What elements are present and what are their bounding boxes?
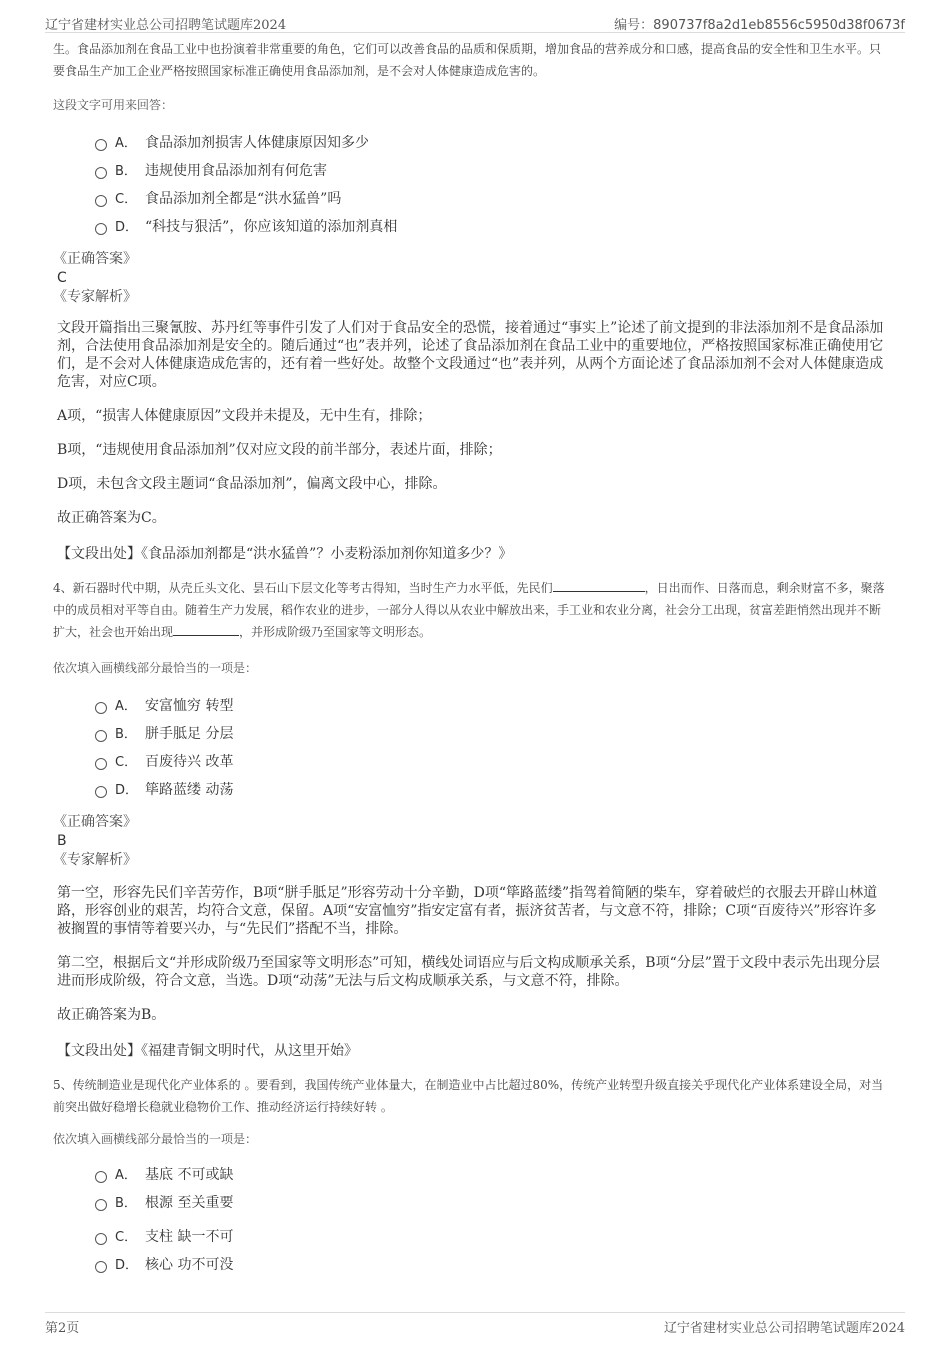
page-footer bbox=[45, 1312, 905, 1337]
analysis-paragraph: D项，未包含文段主题词“食品添加剂”，偏离文段中心，排除。 bbox=[57, 476, 447, 492]
analysis-paragraph: 文段开篇指出三聚氰胺、苏丹红等事件引发了人们对于食品安全的恐慌，接着通过“事实上”论述了前文提到的非法添加剂不是食品添加剂，合法使用食品添加剂是安全的。随后通过“也”表并列，论述了食品添加剂在食品工业中的重要地位，严格按照国家标准正确使用它们，是不会对人体健康造成危害的，还有着一些好处。故整个文段通过“也”表并列，从两个方面论述了食品添加剂不会对人体健康造成危害，对应C项。 bbox=[57, 320, 884, 390]
q4-analysis bbox=[57, 884, 889, 1024]
q4-source: 【文段出处】《福建青铜文明时代，从这里开始》 bbox=[57, 1043, 358, 1059]
q5-option-b[interactable]: B． 根源 至关重要 bbox=[95, 1189, 889, 1217]
radio-icon[interactable] bbox=[95, 167, 107, 179]
analysis-paragraph: 第一空，形容先民们辛苦劳作，B项“胼手胝足”形容劳动十分辛勤，D项“筚路蓝缕”指驾着简陋的柴车，穿着破烂的衣服去开辟山林道路，形容创业的艰苦，均符合文意，保留。A项“安富恤穷”指安定富有者，振济贫苦者，与文意不符，排除；C项“百废待兴”形容许多被搁置的事情等着要兴办，与“先民们”搭配不当，排除。 bbox=[57, 885, 878, 937]
q5-option-a[interactable]: A． 基底 不可或缺 bbox=[95, 1161, 889, 1189]
analysis-paragraph: 故正确答案为C。 bbox=[57, 510, 166, 526]
q3-passage-tail: 生。食品添加剂在食品工业中也扮演着非常重要的角色，它们可以改善食品的品质和保质期，增加食品的营养成分和口感，提高食品的安全性和卫生水平。只要食品生产加工企业严格按照国家标准正确使用食品添加剂，是不会对人体健康造成危害的。 bbox=[53, 42, 882, 78]
q5-option-d[interactable]: D． 核心 功不可没 bbox=[95, 1251, 889, 1279]
radio-icon[interactable] bbox=[95, 195, 107, 207]
blank-2 bbox=[173, 623, 239, 636]
analysis-paragraph: 第二空，根据后文“并形成阶级乃至国家等文明形态”可知，横线处词语应与后文构成顺承关系，B项“分层”置于文段中表示先出现分层进而形成阶级，符合文意，当选。D项“动荡”无法与后文构成顺承关系，与文意不符，排除。 bbox=[57, 955, 880, 989]
blank-1 bbox=[553, 579, 645, 592]
q3-option-d[interactable]: D． “科技与狠活”，你应该知道的添加剂真相 bbox=[95, 213, 889, 241]
radio-icon[interactable] bbox=[95, 1233, 107, 1245]
q4-answer-label: 《正确答案》 bbox=[53, 814, 137, 830]
q5-prompt: 依次填入画横线部分最恰当的一项是： bbox=[53, 1132, 258, 1146]
q4-option-c[interactable]: C． 百废待兴 改革 bbox=[95, 748, 889, 776]
header-code-value: 890737f8a2d1eb8556c5950d38f0673f bbox=[653, 18, 905, 33]
q3-analysis-label: 《专家解析》 bbox=[53, 289, 137, 305]
q4-option-b[interactable]: B． 胼手胝足 分层 bbox=[95, 720, 889, 748]
radio-icon[interactable] bbox=[95, 702, 107, 714]
q3-analysis bbox=[57, 319, 889, 527]
q3-prompt: 这段文字可用来回答： bbox=[53, 98, 174, 112]
header-title: 辽宁省建材实业总公司招聘笔试题库2024 bbox=[45, 18, 287, 33]
q4-analysis-label: 《专家解析》 bbox=[53, 852, 137, 868]
radio-icon[interactable] bbox=[95, 223, 107, 235]
q4-stem: 4、新石器时代中期，从壳丘头文化、昙石山下层文化等考古得知，当时生产力水平低，先民们 ，日出而作、日落而息，剩余财富不多，聚落中的成员相对平等自由。随着生产力发展，稻作农业的进步，一部分人得以从农业中解放出来，手工业和农业分离，社会分工出现，贫富差距悄然出现并不断扩大，社会也开始出现 ，并形成阶级乃至国家等文明形态。 bbox=[53, 581, 885, 639]
analysis-paragraph: 故正确答案为B。 bbox=[57, 1007, 166, 1023]
footer-title: 辽宁省建材实业总公司招聘笔试题库2024 bbox=[663, 1321, 905, 1336]
header-code bbox=[614, 14, 905, 33]
radio-icon[interactable] bbox=[95, 1199, 107, 1211]
q5-stem: 5、传统制造业是现代化产业体系的 。要看到，我国传统产业体量大，在制造业中占比超过80%，传统产业转型升级直接关乎现代化产业体系建设全局，对当前突出做好稳增长稳就业稳物价工作、推动经济运行持续好转 。 bbox=[53, 1078, 884, 1114]
page-header bbox=[45, 10, 905, 33]
q4-prompt: 依次填入画横线部分最恰当的一项是： bbox=[53, 661, 258, 675]
q3-answer: C bbox=[57, 270, 67, 286]
header-code-label: 编号： bbox=[614, 18, 654, 33]
analysis-paragraph: B项，“违规使用食品添加剂”仅对应文段的前半部分，表述片面，排除； bbox=[57, 442, 502, 458]
radio-icon[interactable] bbox=[95, 786, 107, 798]
radio-icon[interactable] bbox=[95, 1261, 107, 1273]
page-number: 第2页 bbox=[45, 1321, 80, 1336]
radio-icon[interactable] bbox=[95, 139, 107, 151]
q4-answer: B bbox=[57, 833, 67, 849]
radio-icon[interactable] bbox=[95, 730, 107, 742]
q3-option-b[interactable]: B． 违规使用食品添加剂有何危害 bbox=[95, 157, 889, 185]
q3-option-a[interactable]: A． 食品添加剂损害人体健康原因知多少 bbox=[95, 129, 889, 157]
radio-icon[interactable] bbox=[95, 758, 107, 770]
analysis-paragraph: A项，“损害人体健康原因”文段并未提及，无中生有，排除； bbox=[57, 408, 432, 424]
q4-option-d[interactable]: D． 筚路蓝缕 动荡 bbox=[95, 776, 889, 804]
page-content bbox=[53, 38, 889, 1279]
q3-option-c[interactable]: C． 食品添加剂全都是“洪水猛兽”吗 bbox=[95, 185, 889, 213]
radio-icon[interactable] bbox=[95, 1171, 107, 1183]
q3-options bbox=[95, 129, 889, 241]
q5-option-c[interactable]: C． 支柱 缺一不可 bbox=[95, 1223, 889, 1251]
q4-options bbox=[95, 692, 889, 804]
q4-option-a[interactable]: A． 安富恤穷 转型 bbox=[95, 692, 889, 720]
q5-options bbox=[95, 1161, 889, 1279]
q3-answer-label: 《正确答案》 bbox=[53, 251, 137, 267]
q3-source: 【文段出处】《食品添加剂都是“洪水猛兽”？小麦粉添加剂你知道多少？》 bbox=[57, 546, 513, 562]
